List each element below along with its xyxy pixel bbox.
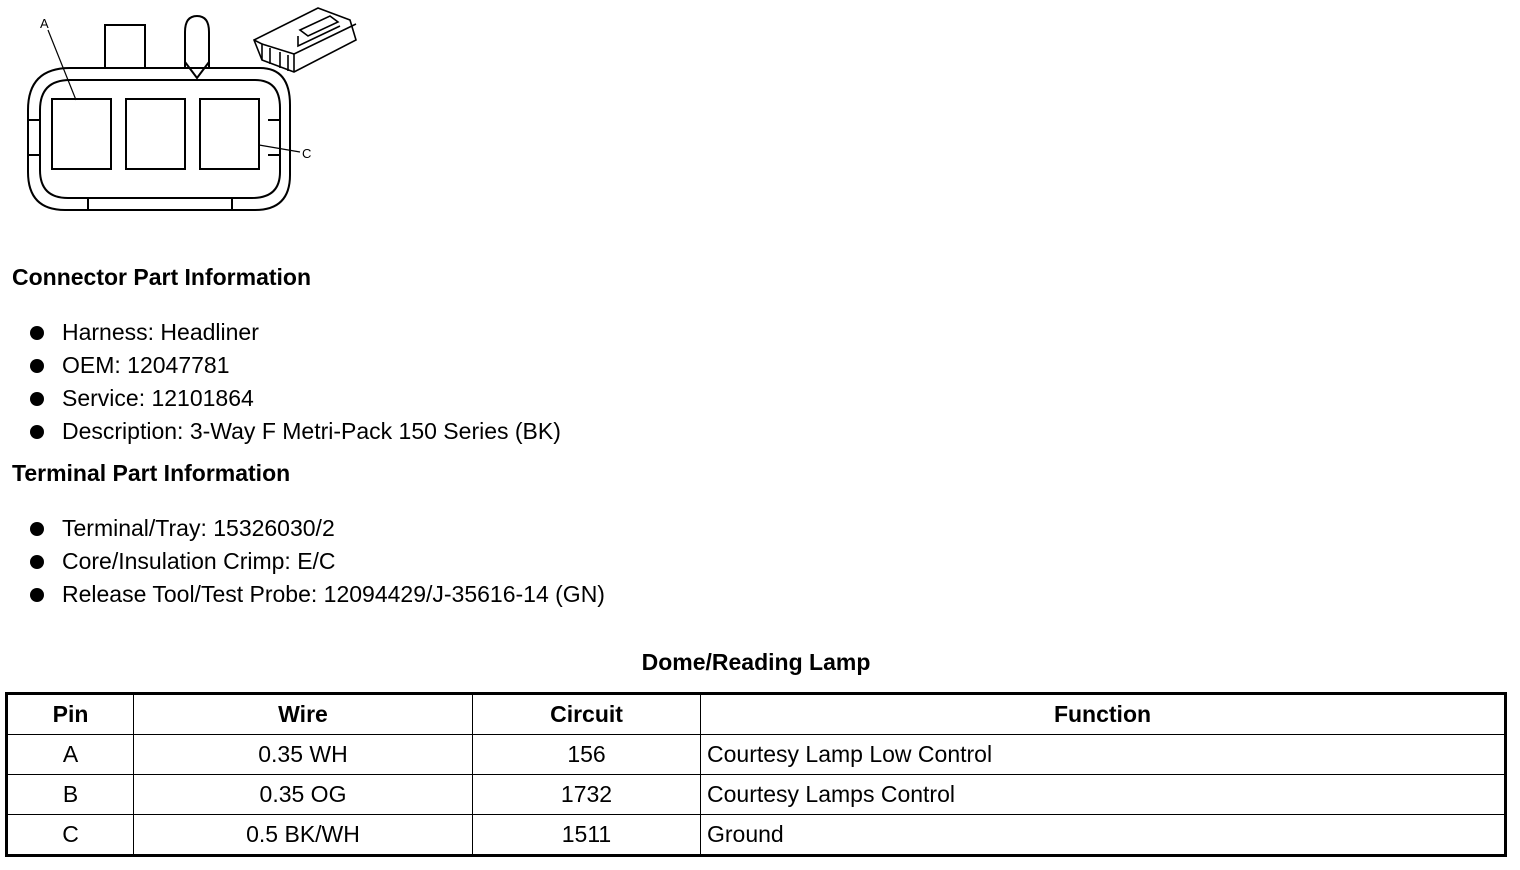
header-pin: Pin (7, 694, 134, 735)
connector-info-heading: Connector Part Information (12, 264, 312, 290)
bullet-icon (30, 588, 44, 602)
connector-drawing (0, 0, 380, 225)
cell-circuit: 1732 (473, 775, 701, 815)
bullet-icon (30, 522, 44, 536)
bullet-icon (30, 326, 44, 340)
cell-wire: 0.35 OG (134, 775, 473, 815)
pin-table (5, 692, 1507, 857)
cavity-a (52, 99, 111, 169)
table-row (7, 775, 1506, 815)
cavity-c (200, 99, 259, 169)
cell-circuit: 1511 (473, 815, 701, 856)
table-row (7, 735, 1506, 775)
bullet-icon (30, 392, 44, 406)
table-row (7, 815, 1506, 856)
header-function: Function (701, 694, 1506, 735)
list-item: Terminal/Tray: 15326030/2 (28, 512, 605, 545)
bullet-icon (30, 425, 44, 439)
list-item: Core/Insulation Crimp: E/C (28, 545, 605, 578)
terminal-info-heading: Terminal Part Information (12, 460, 291, 486)
cell-pin: C (7, 815, 134, 856)
connector-housing-outer (28, 68, 290, 210)
cell-function: Courtesy Lamp Low Control (701, 735, 1506, 775)
header-wire: Wire (134, 694, 473, 735)
cell-pin: B (7, 775, 134, 815)
bullet-icon (30, 555, 44, 569)
cavity-b (126, 99, 185, 169)
cell-pin: A (7, 735, 134, 775)
list-item: Service: 12101864 (28, 382, 561, 415)
connector-iso-sketch (254, 8, 356, 72)
connector-info-list (28, 316, 561, 448)
pin-label-c: C (302, 146, 312, 161)
connector-tab (105, 25, 145, 68)
list-item: Harness: Headliner (28, 316, 561, 349)
table-title: Dome/Reading Lamp (641, 649, 871, 675)
header-circuit: Circuit (473, 694, 701, 735)
connector-housing-inner (40, 80, 280, 198)
pin-label-a: A (40, 16, 49, 31)
bullet-icon (30, 359, 44, 373)
cell-function: Courtesy Lamps Control (701, 775, 1506, 815)
cell-wire: 0.5 BK/WH (134, 815, 473, 856)
list-item: OEM: 12047781 (28, 349, 561, 382)
cell-circuit: 156 (473, 735, 701, 775)
terminal-info-list (28, 512, 605, 611)
cell-function: Ground (701, 815, 1506, 856)
cell-wire: 0.35 WH (134, 735, 473, 775)
list-item: Description: 3-Way F Metri-Pack 150 Series (BK) (28, 415, 561, 448)
table-header-row (7, 694, 1506, 735)
list-item: Release Tool/Test Probe: 12094429/J-35616-14 (GN) (28, 578, 605, 611)
